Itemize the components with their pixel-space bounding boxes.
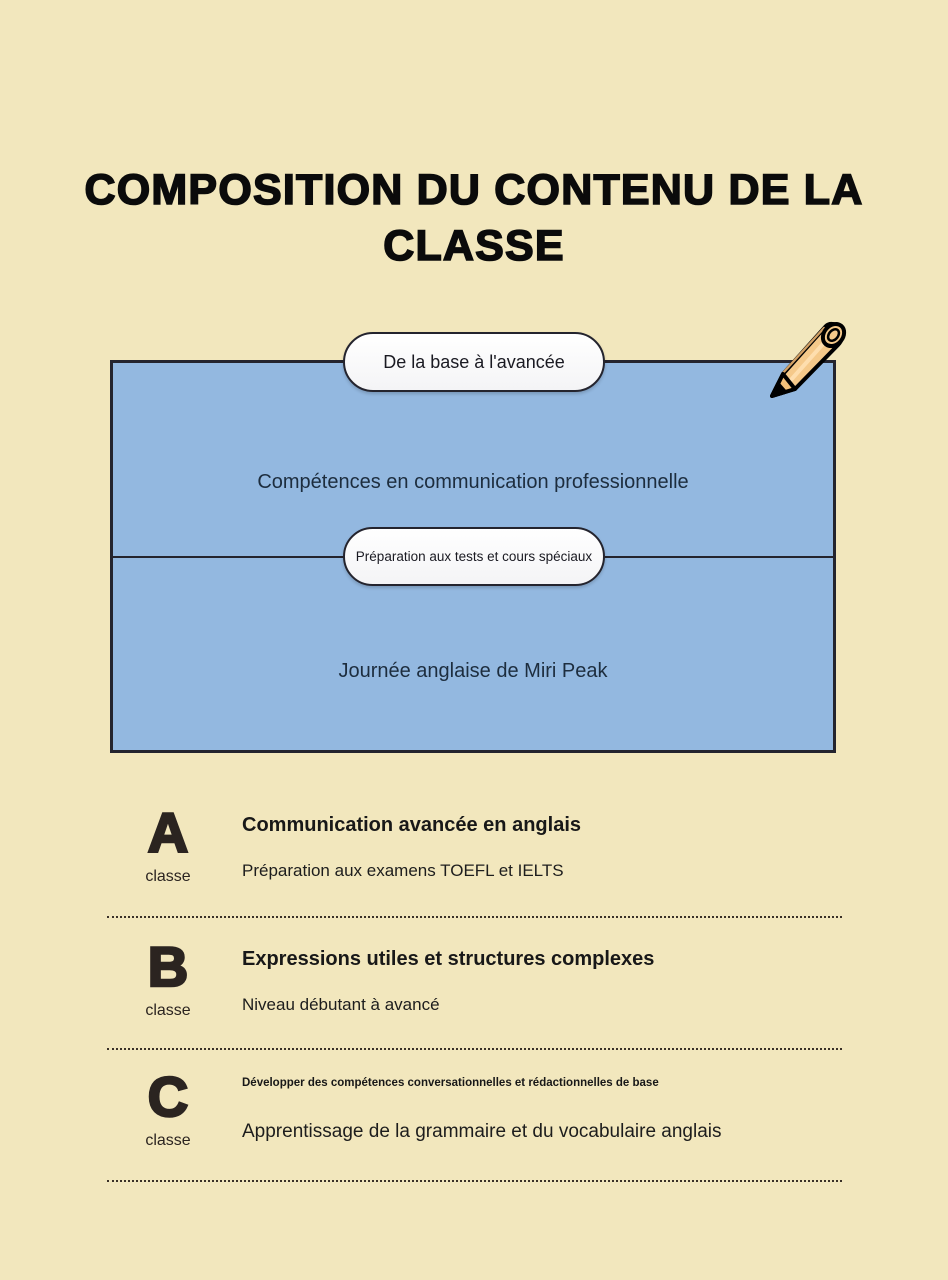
pill-basics-to-advanced-label: De la base à l'avancée bbox=[383, 351, 565, 372]
pill-test-preparation[interactable] bbox=[343, 527, 605, 586]
class-badge bbox=[108, 801, 228, 886]
class-heading: Expressions utiles et structures complexes bbox=[242, 948, 655, 970]
pill-basics-to-advanced[interactable] bbox=[343, 332, 605, 392]
panel-lower-label: Journée anglaise de Miri Peak bbox=[338, 660, 608, 682]
class-body bbox=[228, 1068, 840, 1143]
list-item[interactable] bbox=[0, 801, 948, 916]
class-letter-caption: classe bbox=[145, 868, 191, 885]
class-description: Apprentissage de la grammaire et du vocabulaire anglais bbox=[242, 1121, 722, 1142]
list-divider bbox=[107, 916, 842, 918]
panel-middle-label: Compétences en communication professionnelle bbox=[257, 471, 689, 493]
class-letter: A bbox=[147, 801, 189, 864]
class-description: Préparation aux examens TOEFL et IELTS bbox=[242, 861, 564, 880]
class-body bbox=[228, 804, 840, 882]
page-title: COMPOSITION DU CONTENU DE LA CLASSE bbox=[84, 166, 864, 270]
pill-test-preparation-label: Préparation aux tests et cours spéciaux bbox=[355, 549, 593, 564]
class-letter-caption: classe bbox=[145, 1002, 191, 1019]
class-letter: B bbox=[147, 935, 189, 998]
class-body bbox=[228, 938, 840, 1016]
pencil-icon bbox=[752, 312, 848, 412]
list-item[interactable] bbox=[0, 1065, 948, 1180]
list-divider bbox=[107, 1048, 842, 1050]
class-list bbox=[0, 786, 948, 1182]
list-divider bbox=[107, 1180, 842, 1182]
class-badge bbox=[108, 1065, 228, 1150]
class-badge bbox=[108, 935, 228, 1020]
list-item[interactable] bbox=[0, 935, 948, 1048]
class-heading: Développer des compétences conversationnelles et rédactionnelles de base bbox=[242, 1077, 659, 1089]
class-letter: C bbox=[147, 1065, 189, 1128]
page-title-block bbox=[0, 162, 948, 274]
class-heading: Communication avancée en anglais bbox=[242, 814, 581, 836]
class-letter-caption: classe bbox=[145, 1132, 191, 1149]
class-description: Niveau débutant à avancé bbox=[242, 995, 440, 1014]
